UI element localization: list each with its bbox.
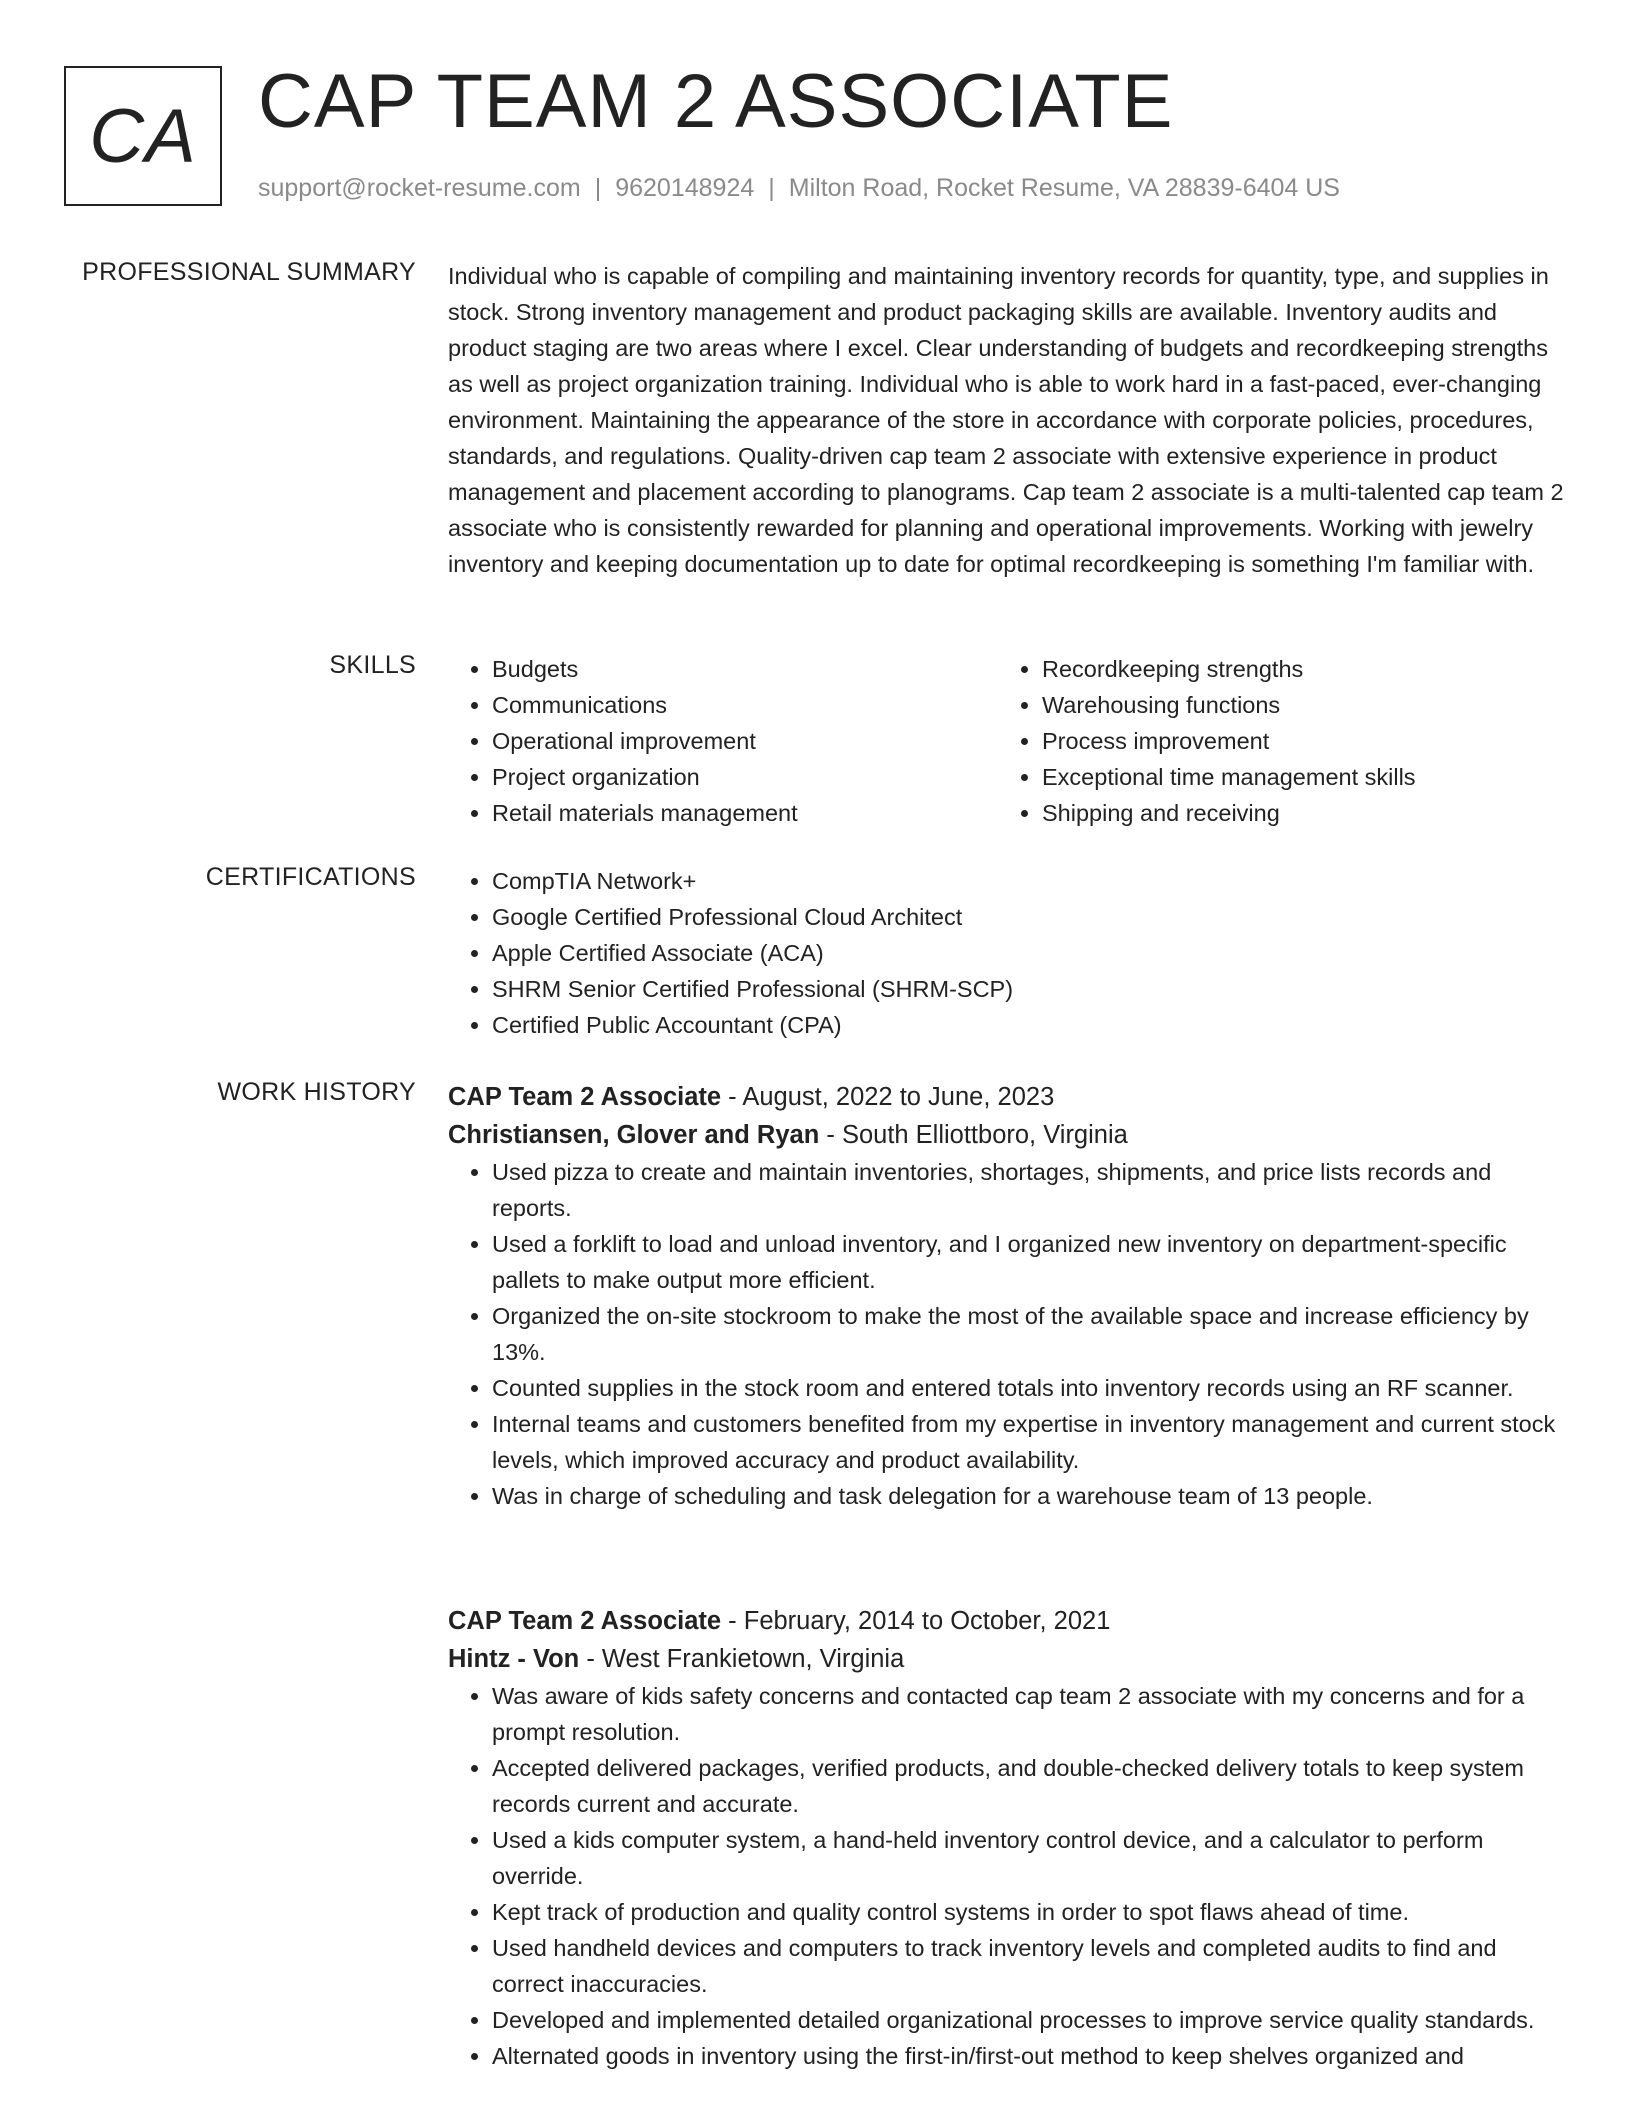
summary-title: PROFESSIONAL SUMMARY (82, 258, 416, 286)
certifications-list (448, 863, 1568, 1043)
job-role: CAP Team 2 Associate (448, 1083, 722, 1111)
job-bullet: • Used a forklift to load and unload inventory, and I organized new inventory on department-specific pallets to make output more efficient. (492, 1226, 1568, 1298)
skill-item: • Retail materials management (492, 795, 998, 831)
skills-column-right (998, 651, 1548, 831)
contact-address: Milton Road, Rocket Resume, VA 28839-6404 US (788, 174, 1340, 202)
job-bullet: • Was aware of kids safety concerns and contacted cap team 2 associate with my concerns and for a prompt resolution. (492, 1678, 1568, 1750)
job-bullet: • Used pizza to create and maintain inventories, shortages, shipments, and price lists records and reports. (492, 1154, 1568, 1226)
skills-list (448, 651, 1568, 831)
job-bullets (448, 1154, 1568, 1514)
job-bullet: • Internal teams and customers benefited from my expertise in inventory management and current stock levels, which improved accuracy and product availability. (492, 1406, 1568, 1478)
skill-item: • Recordkeeping strengths (1042, 651, 1548, 687)
certification-item: • CompTIA Network+ (492, 863, 1568, 899)
skill-item: • Warehousing functions (1042, 687, 1548, 723)
job-location: - South Elliottboro, Virginia (819, 1121, 1128, 1149)
job-company-line (448, 1116, 1568, 1154)
skill-item: • Exceptional time management skills (1042, 759, 1548, 795)
skills-title: SKILLS (329, 651, 416, 679)
skill-item: • Budgets (492, 651, 998, 687)
contact-email: support@rocket-resume.com (258, 174, 581, 202)
job-role: CAP Team 2 Associate (448, 1607, 722, 1635)
job-bullet: • Kept track of production and quality control systems in order to spot flaws ahead of time. (492, 1894, 1568, 1930)
certification-item: • Google Certified Professional Cloud Architect (492, 899, 1568, 935)
job-location: - West Frankietown, Virginia (579, 1645, 905, 1673)
contact-line (258, 174, 1340, 203)
job-bullet: • Organized the on-site stockroom to make the most of the available space and increase efficiency by 13%. (492, 1298, 1568, 1370)
contact-separator: | (768, 174, 775, 202)
job-bullet: • Used handheld devices and computers to track inventory levels and completed audits to find and correct inaccuracies. (492, 1930, 1568, 2002)
job-company-line (448, 1640, 1568, 1678)
job-entry (448, 1078, 1568, 1514)
job-company: Christiansen, Glover and Ryan (448, 1121, 820, 1149)
certifications-title: CERTIFICATIONS (205, 863, 416, 891)
job-dates: - August, 2022 to June, 2023 (721, 1083, 1055, 1111)
job-company: Hintz - Von (448, 1645, 580, 1673)
contact-separator: | (594, 174, 602, 202)
certification-item: • Certified Public Accountant (CPA) (492, 1007, 1568, 1043)
skills-column-left (448, 651, 998, 831)
job-entry (448, 1602, 1568, 2074)
job-bullet: • Alternated goods in inventory using the first-in/first-out method to keep shelves organized and (492, 2038, 1568, 2074)
skill-item: • Project organization (492, 759, 998, 795)
certification-item: • SHRM Senior Certified Professional (SHRM-SCP) (492, 971, 1568, 1007)
contact-phone: 9620148924 (615, 174, 755, 202)
candidate-name: CAP TEAM 2 ASSOCIATE (258, 59, 1174, 144)
job-bullet: • Counted supplies in the stock room and entered totals into inventory records using an RF scanner. (492, 1370, 1568, 1406)
work-history-title: WORK HISTORY (217, 1078, 416, 1106)
job-role-line (448, 1602, 1568, 1640)
initials-monogram: CA (64, 66, 222, 206)
skill-item: • Process improvement (1042, 723, 1548, 759)
summary-text: Individual who is capable of compiling and maintaining inventory records for quantity, type, and supplies in stock. Strong inventory management and product packaging skills are available. Inventory audits and product staging are two areas where I excel. Clear understanding of budgets and recordkeeping strengths as well as project organization training. Individual who is able to work hard in a fast-paced, ever-changing environment. Maintaining the appearance of the store in accordance with corporate policies, procedures, standards, and regulations. Quality-driven cap team 2 associate with extensive experience in product management and placement according to planograms. Cap team 2 associate is a multi-talented cap team 2 associate who is consistently rewarded for planning and operational improvements. Working with jewelry inventory and keeping documentation up to date for optimal recordkeeping is something I'm familiar with. (448, 263, 1564, 577)
skill-item: • Shipping and receiving (1042, 795, 1548, 831)
job-bullet: • Used a kids computer system, a hand-held inventory control device, and a calculator to perform override. (492, 1822, 1568, 1894)
job-dates: - February, 2014 to October, 2021 (721, 1607, 1111, 1635)
job-role-line (448, 1078, 1568, 1116)
job-bullet: • Was in charge of scheduling and task delegation for a warehouse team of 13 people. (492, 1478, 1568, 1514)
job-bullets (448, 1678, 1568, 2074)
job-bullet: • Accepted delivered packages, verified products, and double-checked delivery totals to keep system records current and accurate. (492, 1750, 1568, 1822)
job-bullet: • Developed and implemented detailed organizational processes to improve service quality standards. (492, 2002, 1568, 2038)
skill-item: • Operational improvement (492, 723, 998, 759)
skill-item: • Communications (492, 687, 998, 723)
certification-item: • Apple Certified Associate (ACA) (492, 935, 1568, 971)
